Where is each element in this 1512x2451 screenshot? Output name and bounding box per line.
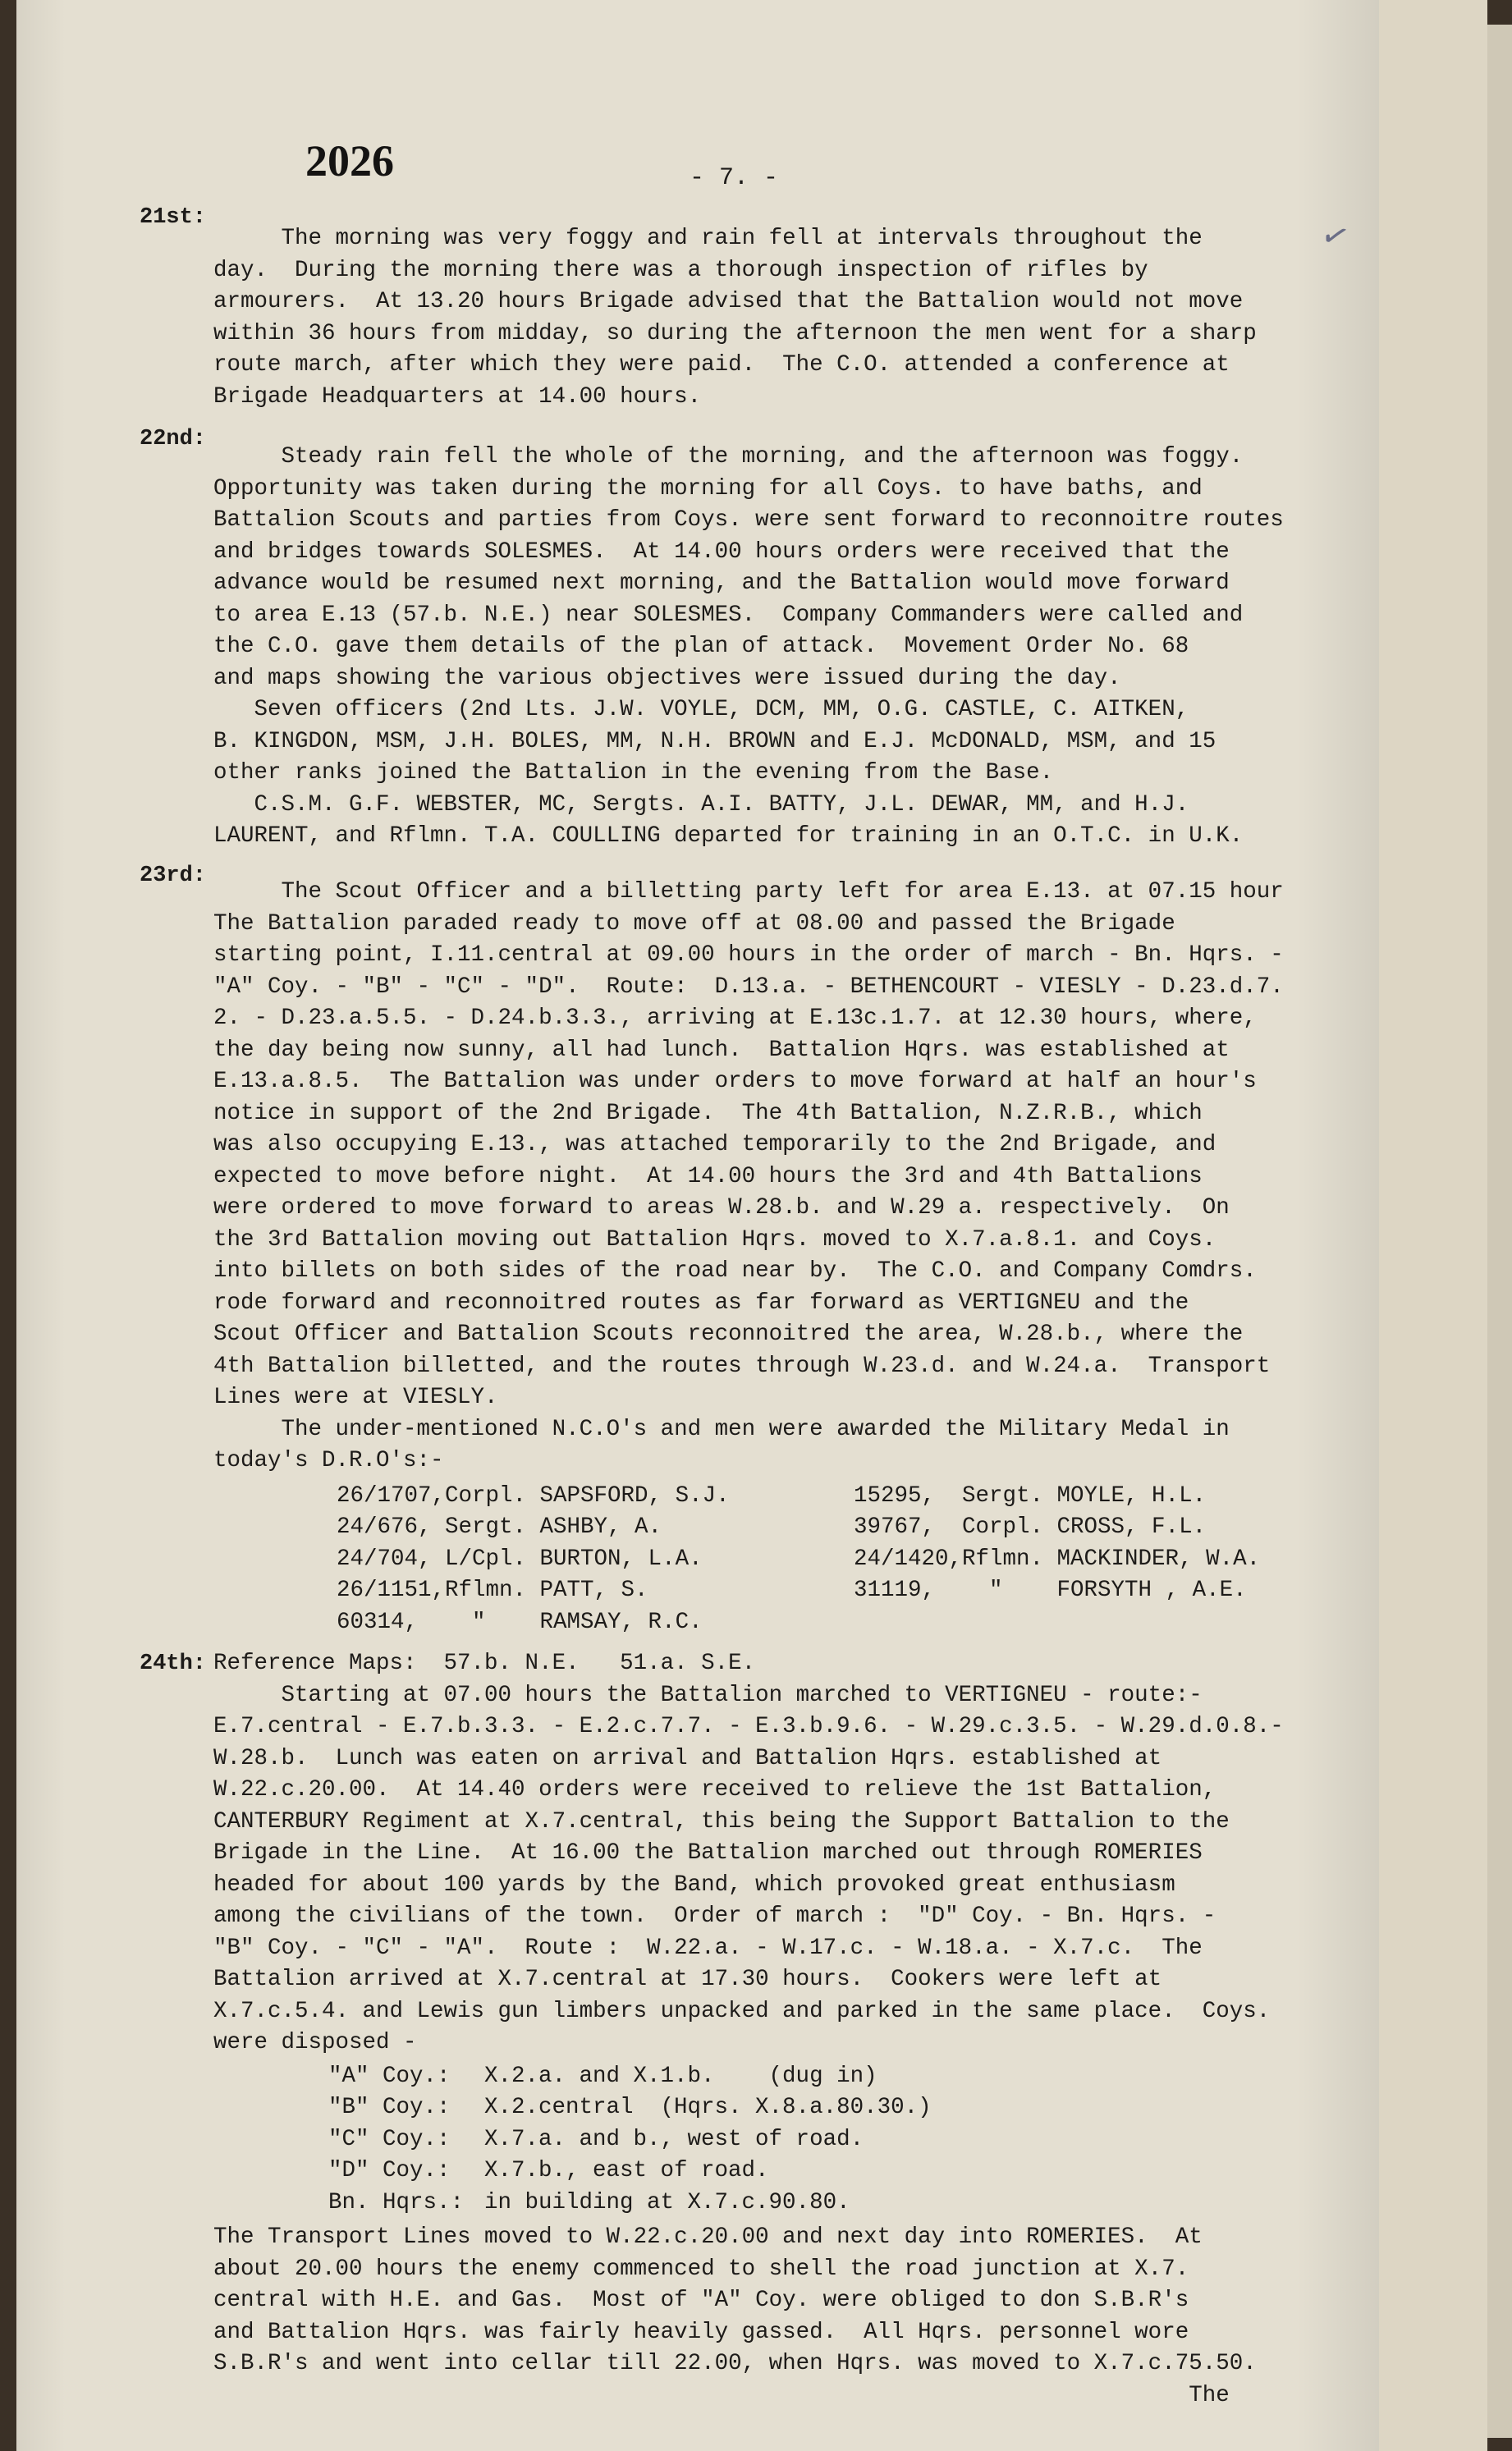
text-line: Reference Maps: 57.b. N.E. 51.a. S.E. [213,1651,756,1676]
text-line: central with H.E. and Gas. Most of "A" Coy. were obliged to don S.B.R's [213,2288,1189,2313]
text-line: and bridges towards SOLESMES. At 14.00 hours orders were received that the [213,538,1230,565]
text-line: within 36 hours from midday, so during the afternoon the men went for a sharp [213,320,1257,346]
entry-date: 24th: [140,1652,207,1676]
award-entry: 15295, Sergt. MOYLE, H.L. [854,1482,1207,1509]
award-entry: 31119, " FORSYTH , A.E. [854,1578,1247,1603]
text-line: The Battalion paraded ready to move off at 08.00 and passed the Brigade [213,910,1175,937]
text-line: W.28.b. Lunch was eaten on arrival and Battalion Hqrs. established at [213,1745,1162,1771]
text-line: E.7.central - E.7.b.3.3. - E.2.c.7.7. - E.3.b.9.6. - W.29.c.3.5. - W.29.d.0.8.- [213,1714,1284,1739]
text-line: The [213,2382,1230,2408]
entry-date: 23rd: [140,864,207,888]
text-line: were ordered to move forward to areas W.28.b. and W.29 a. respectively. On [213,1195,1230,1221]
military-medal-awards-list [337,1481,1395,1639]
text-line: other ranks joined the Battalion in the evening from the Base. [213,760,1054,786]
award-entry: 26/1707,Corpl. SAPSFORD, S.J. [337,1482,730,1509]
text-line: The under-mentioned N.C.O's and men were awarded the Military Medal in [213,1416,1230,1442]
disposition-unit: "C" Coy.: [328,2126,451,2152]
text-line: E.13.a.8.5. The Battalion was under orders to move forward at half an hour's [213,1069,1257,1094]
text-line: W.22.c.20.00. At 14.40 orders were received to relieve the 1st Battalion, [213,1777,1216,1803]
entry-24th-text [213,1648,1395,2412]
disposition-unit: "A" Coy.: [328,2063,451,2089]
text-line: The Scout Officer and a billetting party left for area E.13. at 07.15 hour [213,879,1284,905]
text-line: Battalion arrived at X.7.central at 17.30 hours. Cookers were left at [213,1967,1162,1992]
text-line: and Battalion Hqrs. was fairly heavily gassed. All Hqrs. personnel wore [213,2319,1189,2345]
margin-tick-mark: ✓ [1316,213,1354,259]
disposition-unit: "B" Coy.: [328,2095,451,2120]
entry-22nd-text [213,442,1395,853]
text-line: headed for about 100 yards by the Band, which provoked great enthusiasm [213,1871,1175,1898]
text-line: S.B.R's and went into cellar till 22.00, when Hqrs. was moved to X.7.c.75.50. [213,2351,1257,2376]
award-entry: 24/704, L/Cpl. BURTON, L.A. [337,1546,703,1572]
text-line: expected to move before night. At 14.00 hours the 3rd and 4th Battalions [213,1163,1203,1189]
text-line: The Transport Lines moved to W.22.c.20.00 and next day into ROMERIES. At [213,2224,1203,2250]
text-line: to area E.13 (57.b. N.E.) near SOLESMES. Company Commanders were called and [213,602,1244,628]
disposition-location: X.7.a. and b., west of road. [484,2126,864,2152]
text-line: Battalion Scouts and parties from Coys. were sent forward to reconnoitre routes [213,507,1284,533]
entry-23rd-text [213,877,1395,1638]
text-line: Opportunity was taken during the morning for all Coys. to have baths, and [213,475,1203,502]
text-line: Lines were at VIESLY. [213,1385,498,1410]
disposition-unit: "D" Coy.: [328,2158,451,2183]
text-line: the 3rd Battalion moving out Battalion Hqrs. moved to X.7.a.8.1. and Coys. [213,1226,1216,1253]
text-line: today's D.R.O's:- [213,1448,444,1473]
text-line: B. KINGDON, MSM, J.H. BOLES, MM, N.H. BROWN and E.J. McDONALD, MSM, and 15 [213,728,1216,754]
disposition-location: X.2.central (Hqrs. X.8.a.80.30.) [484,2095,932,2120]
text-line: into billets on both sides of the road near by. The C.O. and Company Comdrs. [213,1258,1257,1284]
text-line: Steady rain fell the whole of the morning, and the afternoon was foggy. [213,444,1244,470]
text-line: armourers. At 13.20 hours Brigade advised that the Battalion would not move [213,289,1244,314]
award-entry: 60314, " RAMSAY, R.C. [337,1609,703,1635]
award-entry [854,1607,1395,1639]
award-entry: 24/1420,Rflmn. MACKINDER, W.A. [854,1546,1261,1572]
disposition-unit: Bn. Hqrs.: [328,2189,465,2215]
entry-21st-text [213,223,1395,413]
text-line: about 20.00 hours the enemy commenced to shell the road junction at X.7. [213,2256,1189,2282]
text-line: Brigade in the Line. At 16.00 the Battalion marched out through ROMERIES [213,1840,1203,1866]
text-line: was also occupying E.13., was attached temporarily to the 2nd Brigade, and [213,1132,1216,1157]
text-line: were disposed - [213,2030,417,2055]
text-line: the day being now sunny, all had lunch. Battalion Hqrs. was established at [213,1037,1230,1063]
award-entry: 24/676, Sergt. ASHBY, A. [337,1514,662,1540]
entry-date: 22nd: [140,427,207,451]
text-line: "B" Coy. - "C" - "A". Route : W.22.a. - W.17.c. - W.18.a. - X.7.c. The [213,1935,1203,1961]
text-line: the C.O. gave them details of the plan of attack. Movement Order No. 68 [213,634,1189,659]
text-line: day. During the morning there was a thorough inspection of rifles by [213,257,1148,283]
text-line: advance would be resumed next morning, and the Battalion would move forward [213,570,1230,596]
text-line: LAURENT, and Rflmn. T.A. COULLING departed for training in an O.T.C. in U.K. [213,823,1244,849]
text-line: starting point, I.11.central at 09.00 hours in the order of march - Bn. Hqrs. - [213,942,1284,968]
disposition-row [328,2061,1395,2093]
disposition-row [328,2188,1395,2220]
text-line: Brigade Headquarters at 14.00 hours. [213,383,702,410]
text-line: Starting at 07.00 hours the Battalion marched to VERTIGNEU - route:- [213,1682,1203,1708]
text-line: C.S.M. G.F. WEBSTER, MC, Sergts. A.I. BATTY, J.L. DEWAR, MM, and H.J. [213,791,1189,818]
disposition-row [328,2124,1395,2156]
text-line: route march, after which they were paid. The C.O. attended a conference at [213,352,1230,378]
text-line: Scout Officer and Battalion Scouts reconnoitred the area, W.28.b., where the [213,1322,1244,1347]
disposition-row [328,2156,1395,2188]
text-line: among the civilians of the town. Order of march : "D" Coy. - Bn. Hqrs. - [213,1904,1216,1929]
text-line: "A" Coy. - "B" - "C" - "D". Route: D.13.a. - BETHENCOURT - VIESLY - D.23.d.7. [213,974,1284,1000]
text-line: CANTERBURY Regiment at X.7.central, this being the Support Battalion to the [213,1808,1230,1835]
text-line: Seven officers (2nd Lts. J.W. VOYLE, DCM, MM, O.G. CASTLE, C. AITKEN, [213,697,1189,722]
text-line: and maps showing the various objectives were issued during the day. [213,665,1121,691]
disposition-location: in building at X.7.c.90.80. [484,2189,850,2215]
disposition-location: X.7.b., east of road. [484,2158,769,2183]
text-line: The morning was very foggy and rain fell at intervals throughout the [213,226,1203,251]
disposition-location: X.2.a. and X.1.b. (dug in) [484,2063,877,2089]
text-line: rode forward and reconnoitred routes as far forward as VERTIGNEU and the [213,1290,1189,1316]
page-number: 2026 [305,136,394,186]
entry-date: 21st: [140,205,207,230]
text-line: X.7.c.5.4. and Lewis gun limbers unpacked and parked in the same place. Coys. [213,1998,1271,2024]
award-entry: 39767, Corpl. CROSS, F.L. [854,1514,1207,1540]
page-reference: - 7. - [690,164,779,192]
disposition-row [328,2092,1395,2124]
text-line: notice in support of the 2nd Brigade. The 4th Battalion, N.Z.R.B., which [213,1100,1203,1126]
company-disposition-list [328,2061,1395,2220]
award-entry: 26/1151,Rflmn. PATT, S. [337,1578,648,1603]
text-line: 2. - D.23.a.5.5. - D.24.b.3.3., arriving at E.13c.1.7. at 12.30 hours, where, [213,1006,1257,1031]
war-diary-page [16,0,1379,2451]
text-line: 4th Battalion billetted, and the routes through W.23.d. and W.24.a. Transport [213,1353,1271,1379]
